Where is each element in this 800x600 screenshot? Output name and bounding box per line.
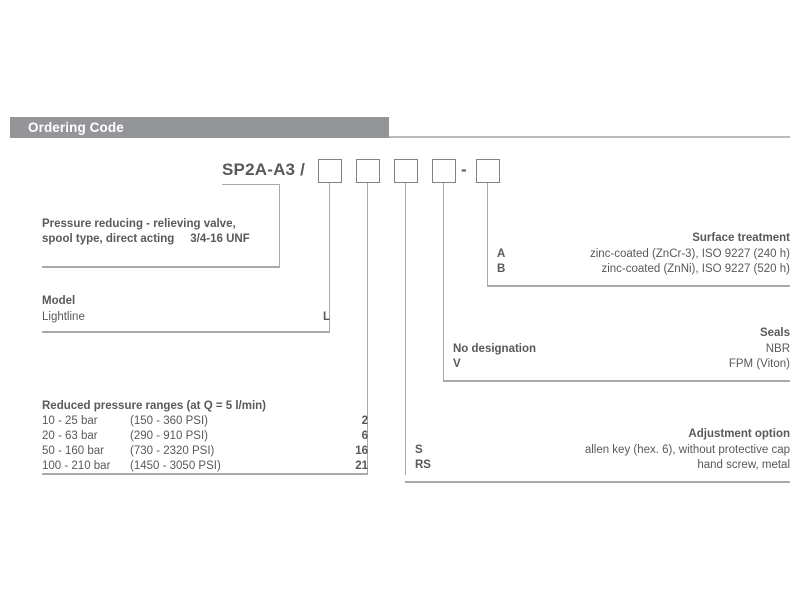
block-valve-description [42, 218, 280, 268]
seals-row [453, 358, 790, 370]
surface-desc: zinc-coated (ZnCr-3), ISO 9227 (240 h) [589, 248, 790, 260]
model-block-rule [42, 331, 330, 333]
block-pressure-ranges [42, 400, 368, 475]
adjustment-title: Adjustment option [688, 428, 790, 440]
pressure-title: Reduced pressure ranges (at Q = 5 l/min) [42, 400, 267, 412]
seals-desc: FPM (Viton) [728, 358, 790, 370]
surface-title: Surface treatment [692, 232, 790, 244]
adjustment-code: RS [415, 459, 431, 471]
pressure-row [42, 415, 368, 427]
seals-code: No designation [453, 343, 537, 355]
header-rule [389, 136, 790, 138]
pressure-psi: (290 - 910 PSI) [130, 430, 208, 442]
code-box-1[interactable] [318, 159, 342, 183]
pressure-bar: 10 - 25 bar [42, 415, 98, 427]
block-model [42, 295, 330, 333]
pressure-psi: (150 - 360 PSI) [130, 415, 208, 427]
code-box-3[interactable] [394, 159, 418, 183]
surface-row [497, 263, 790, 275]
code-box-4[interactable] [432, 159, 456, 183]
seals-block-rule [443, 380, 790, 382]
block-surface-treatment [487, 232, 790, 287]
section-title: Ordering Code [28, 120, 124, 135]
pressure-row [42, 460, 368, 472]
seals-title: Seals [759, 327, 790, 339]
adjustment-code: S [415, 444, 423, 456]
order-code-prefix: SP2A-A3 / [222, 160, 306, 179]
code-box-5[interactable] [476, 159, 500, 183]
pressure-bar: 50 - 160 bar [42, 445, 105, 457]
valve-block-rule [42, 266, 280, 268]
pressure-code: 6 [361, 430, 368, 442]
pressure-psi: (730 - 2320 PSI) [130, 445, 215, 457]
adjustment-desc: hand screw, metal [697, 459, 790, 471]
pressure-block-rule [42, 473, 368, 475]
seals-desc: NBR [765, 343, 790, 355]
pressure-code: 21 [355, 460, 368, 472]
adjustment-row [415, 459, 790, 471]
pressure-row [42, 445, 368, 457]
model-code: L [322, 311, 330, 323]
code-box-2[interactable] [356, 159, 380, 183]
pressure-psi: (1450 - 3050 PSI) [130, 460, 221, 472]
block-adjustment-option [405, 428, 790, 483]
surface-desc: zinc-coated (ZnNi), ISO 9227 (520 h) [601, 263, 790, 275]
pressure-bar: 100 - 210 bar [42, 460, 111, 472]
seals-code: V [453, 358, 461, 370]
model-desc: Lightline [42, 311, 85, 323]
surface-row [497, 248, 790, 260]
surface-block-rule [487, 285, 790, 287]
pressure-bar: 20 - 63 bar [42, 430, 98, 442]
surface-code: A [497, 248, 506, 260]
valve-line-2: spool type, direct acting [42, 233, 175, 245]
valve-thread: 3/4-16 UNF [190, 233, 250, 245]
adjustment-row [415, 444, 790, 456]
adjustment-block-rule [405, 481, 790, 483]
code-separator-dash: - [461, 160, 467, 179]
section-header-bar [10, 117, 389, 138]
pressure-code: 2 [361, 415, 368, 427]
model-row [42, 311, 330, 323]
surface-code: B [497, 263, 506, 275]
block-seals [443, 327, 790, 382]
pressure-row [42, 430, 368, 442]
seals-row [453, 343, 790, 355]
model-title: Model [42, 295, 76, 307]
prefix-underline [222, 184, 280, 185]
adjustment-desc: allen key (hex. 6), without protective cap [584, 444, 790, 456]
valve-line-1: Pressure reducing - relieving valve, [42, 218, 236, 230]
pressure-code: 16 [355, 445, 368, 457]
